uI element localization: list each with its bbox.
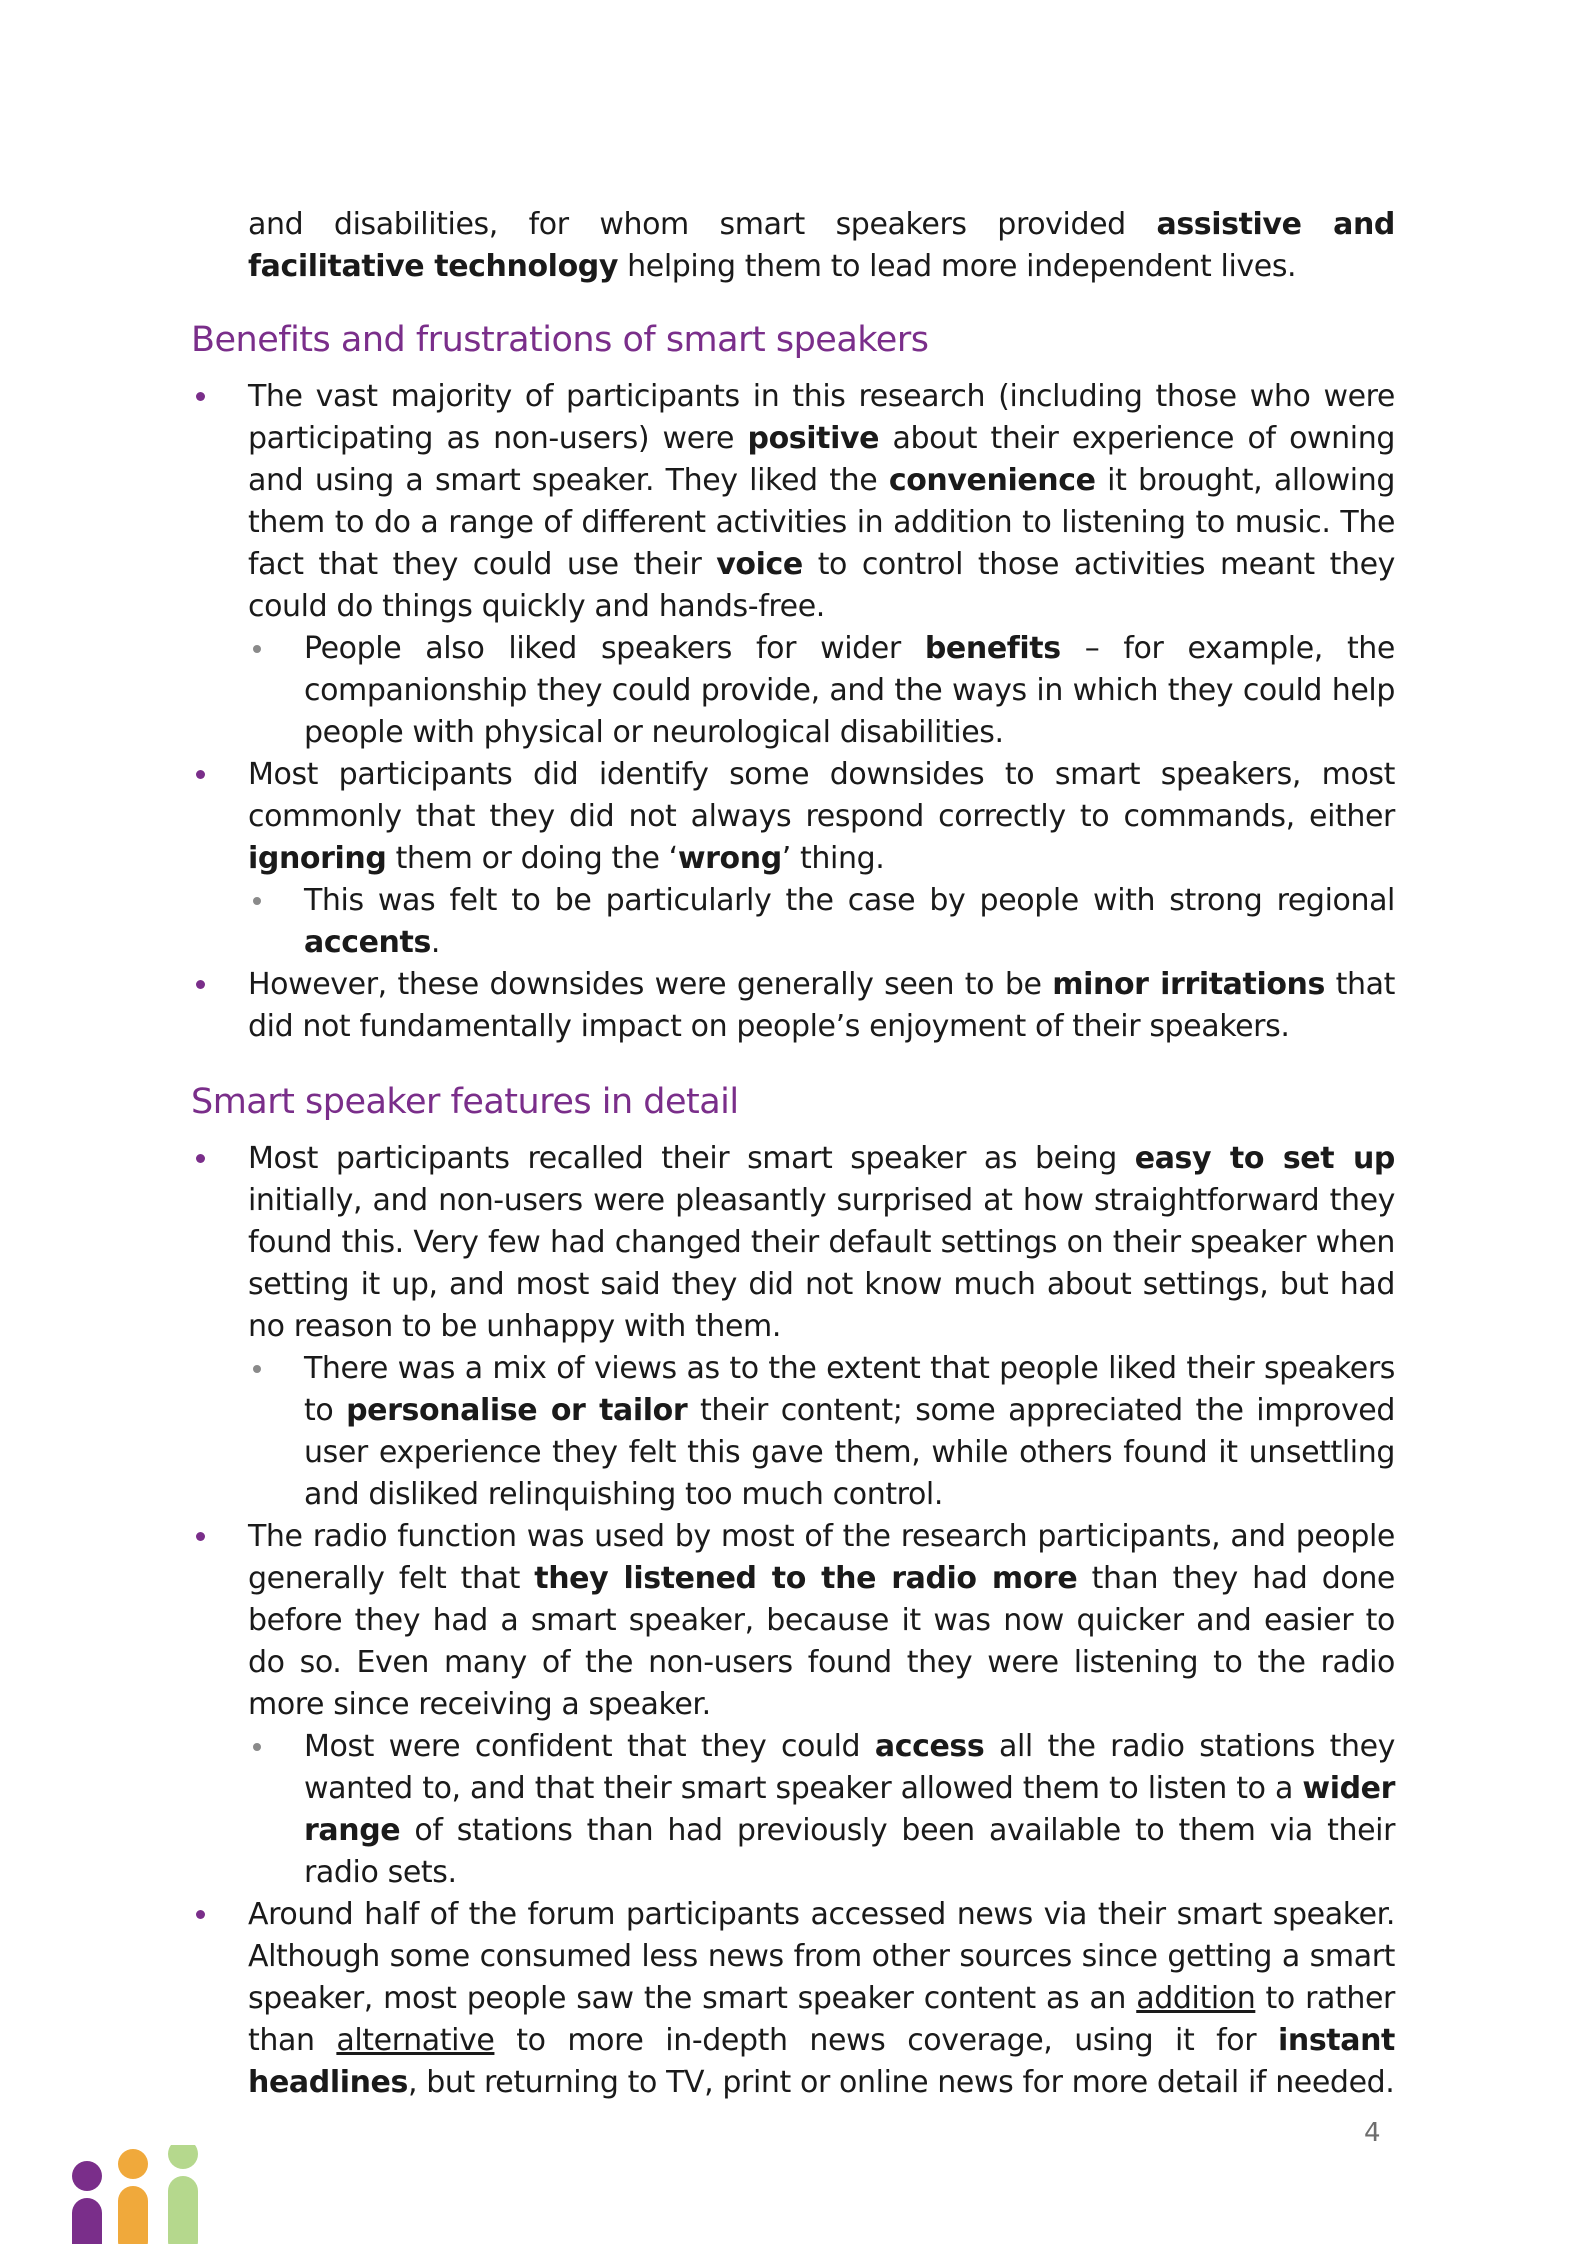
logo-dot-green <box>168 2145 198 2169</box>
bullet-item: Most participants recalled their smart speaker as being easy to set up initially, and non-users were pleasantly surprised at how straightforward they found this. Very few had changed their default settings on their speaker when setting it up, and most said they did not know much about settings, but had no reason to be unhappy with them. There was a mix of views as to the extent that people liked their speakers to personalise or tailor their content; some appreciated the improved user experience they felt this gave them, while others found it unsettling and disliked relinquishing too much control. <box>191 1138 1395 1516</box>
bullet-item: Most participants did identify some downsides to smart speakers, most commonly that they did not always respond correctly to commands, either ignoring them or doing the ‘wrong’ thing. This was felt to be particularly the case by people with strong regional accents. <box>191 754 1395 964</box>
sub-bullet-list <box>248 880 1395 964</box>
logo-dot-orange <box>118 2149 148 2179</box>
section-heading-benefits: Benefits and frustrations of smart speakers <box>191 320 929 360</box>
intro-paragraph: and disabilities, for whom smart speakers provided assistive and facilitative technology helping them to lead more independent lives. <box>248 207 1395 284</box>
logo-bar-purple <box>72 2198 102 2244</box>
page-content <box>191 204 1395 2104</box>
bullet-item: However, these downsides were generally seen to be minor irritations that did not fundamentally impact on people’s enjoyment of their speakers. <box>191 964 1395 1048</box>
bullet-item: The vast majority of participants in this research (including those who were participating as non-users) were positive about their experience of owning and using a smart speaker. They liked the convenience it brought, allowing them to do a range of different activities in addition to listening to music. The fact that they could use their voice to control those activities meant they could do things quickly and hands-free. People also liked speakers for wider benefits – for example, the companionship they could provide, and the ways in which they could help people with physical or neurological disabilities. <box>191 376 1395 754</box>
logo-dot-purple <box>72 2161 102 2191</box>
logo-bar-orange <box>118 2186 148 2244</box>
sub-bullet-list <box>248 1348 1395 1516</box>
sub-bullet-list <box>248 628 1395 754</box>
page-number: 4 <box>1364 2118 1381 2148</box>
sub-bullet-list <box>248 1726 1395 1894</box>
organisation-logo <box>70 2145 210 2244</box>
sub-bullet-item: People also liked speakers for wider benefits – for example, the companionship they could provide, and the ways in which they could help people with physical or neurological disabilities. <box>248 628 1395 754</box>
bullet-item: Around half of the forum participants accessed news via their smart speaker. Although some consumed less news from other sources since getting a smart speaker, most people saw the smart speaker content as an addition to rather than alternative to more in-depth news coverage, using it for instant headlines, but returning to TV, print or online news for more detail if needed. <box>191 1894 1395 2104</box>
sub-bullet-item: There was a mix of views as to the extent that people liked their speakers to personalise or tailor their content; some appreciated the improved user experience they felt this gave them, while others found it unsettling and disliked relinquishing too much control. <box>248 1348 1395 1516</box>
sub-bullet-item: Most were confident that they could access all the radio stations they wanted to, and that their smart speaker allowed them to listen to a wider range of stations than had previously been available to them via their radio sets. <box>248 1726 1395 1894</box>
sub-bullet-item: This was felt to be particularly the case by people with strong regional accents. <box>248 880 1395 964</box>
bullet-item: The radio function was used by most of the research participants, and people generally felt that they listened to the radio more than they had done before they had a smart speaker, because it was now quicker and easier to do so. Even many of the non-users found they were listening to the radio more since receiving a speaker. Most were confident that they could access all the radio stations they wanted to, and that their smart speaker allowed them to listen to a wider range of stations than had previously been available to them via their radio sets. <box>191 1516 1395 1894</box>
section-heading-features: Smart speaker features in detail <box>191 1082 739 1122</box>
logo-bar-green <box>168 2176 198 2244</box>
features-bullet-list <box>191 1138 1395 2104</box>
benefits-bullet-list <box>191 376 1395 1048</box>
